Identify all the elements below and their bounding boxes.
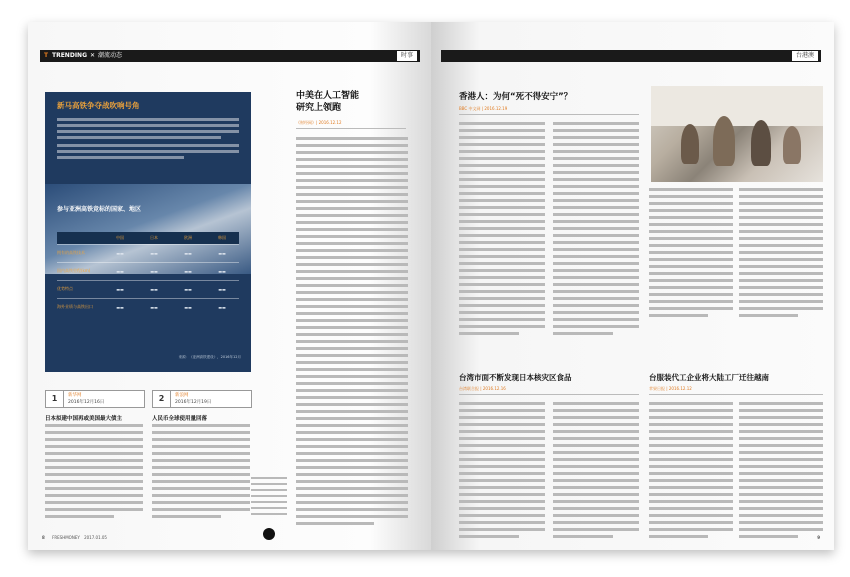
footer-page: 8 <box>42 535 45 540</box>
table-row-header: 拥有的高铁技术 <box>57 244 103 262</box>
brief-body <box>45 424 143 522</box>
feature-title: 新马高铁争夺战吹响号角 <box>57 101 140 110</box>
table-header: 欧洲 <box>171 232 205 244</box>
left-header-bar: T TRENDING ✕ 潮流动态 时事 <box>40 50 420 62</box>
article-body <box>649 188 733 321</box>
article-body <box>459 122 545 339</box>
article-byline: BBC 中文网 | 2016.12.19 <box>459 106 639 115</box>
footer-date: 2017.01.05 <box>84 535 107 540</box>
brief-date: 2016年12月16日 <box>68 400 105 405</box>
table-row-header: 国内高铁里程(km) <box>57 262 103 280</box>
article-title: 台服装代工企业将大陆工厂迁往越南 <box>649 373 769 382</box>
article-byline: 苹果日报 | 2016.12.12 <box>649 386 823 395</box>
brief-number: 2 <box>153 391 171 407</box>
article-body <box>296 137 408 529</box>
brief-source: 新浪网 <box>175 393 189 398</box>
sidebar-note <box>251 477 287 519</box>
left-footer <box>42 535 107 540</box>
header-section-cn: 潮流动态 <box>98 52 123 59</box>
article-byline: 台湾联合报 | 2016.12.16 <box>459 386 639 395</box>
feature-box <box>45 92 251 372</box>
article-title-line: 研究上领跑 <box>296 103 342 113</box>
elderly-group-photo <box>651 86 823 182</box>
feature-source: 来源：《亚洲高铁建设》，2016年12月 <box>178 355 241 359</box>
right-header-bar <box>441 50 821 62</box>
table-row-header: 海外业绩与高铁出口 <box>57 298 103 316</box>
article-byline: 《财经网》| 2016.12.12 <box>296 120 406 129</box>
table-header: 中国 <box>103 232 137 244</box>
table-header: 韩国 <box>205 232 239 244</box>
brief-number: 1 <box>46 391 64 407</box>
right-footer <box>817 535 820 540</box>
brief-headline: 人民币全球使用量回落 <box>152 416 208 422</box>
right-page <box>431 22 834 550</box>
brief-source: 新华网 <box>68 393 82 398</box>
header-tag: 台港澳 <box>791 50 819 62</box>
magazine-spread <box>28 22 834 550</box>
footer-mag: FRESHMONEY <box>52 535 80 540</box>
comparison-table: 中国 日本 欧洲 韩国 拥有的高铁技术 ▬▬ ▬▬ ▬▬ ▬▬ 国内高铁里程(km) ▬▬ ▬▬ ▬▬ ▬▬ 优势特点 ▬▬ ▬▬ ▬▬ ▬▬ 海外业绩与高铁出口 ▬▬ ▬▬ ▬▬ ▬▬ <box>57 232 239 316</box>
header-tag: 时事 <box>396 50 418 62</box>
article-title: 香港人：为何“死不得安宁”？ <box>459 92 573 102</box>
header-section: TRENDING <box>52 52 87 59</box>
feature-paragraph <box>57 118 239 162</box>
table-row-header: 优势特点 <box>57 280 103 298</box>
brief-date: 2016年12月19日 <box>175 400 212 405</box>
article-body <box>739 402 823 542</box>
article-title-line: 中美在人工智能 <box>296 91 360 101</box>
article-title: 台湾市面不断发现日本核灾区食品 <box>459 373 572 382</box>
article-body <box>649 402 733 542</box>
article-body <box>553 402 639 542</box>
article-body <box>459 402 545 542</box>
brief-box <box>45 390 145 408</box>
brief-headline: 日本拟建中国再或美国最大债主 <box>45 416 123 422</box>
brief-body <box>152 424 250 522</box>
article-title <box>296 90 359 114</box>
brief-box <box>152 390 252 408</box>
footer-page: 9 <box>817 535 820 540</box>
quote-badge-icon <box>263 528 275 540</box>
left-page <box>28 22 431 550</box>
table-header: 日本 <box>137 232 171 244</box>
feature-subtitle: 参与亚洲高铁竞标的国家、地区 <box>57 206 142 213</box>
article-body <box>553 122 639 339</box>
article-body <box>739 188 823 321</box>
